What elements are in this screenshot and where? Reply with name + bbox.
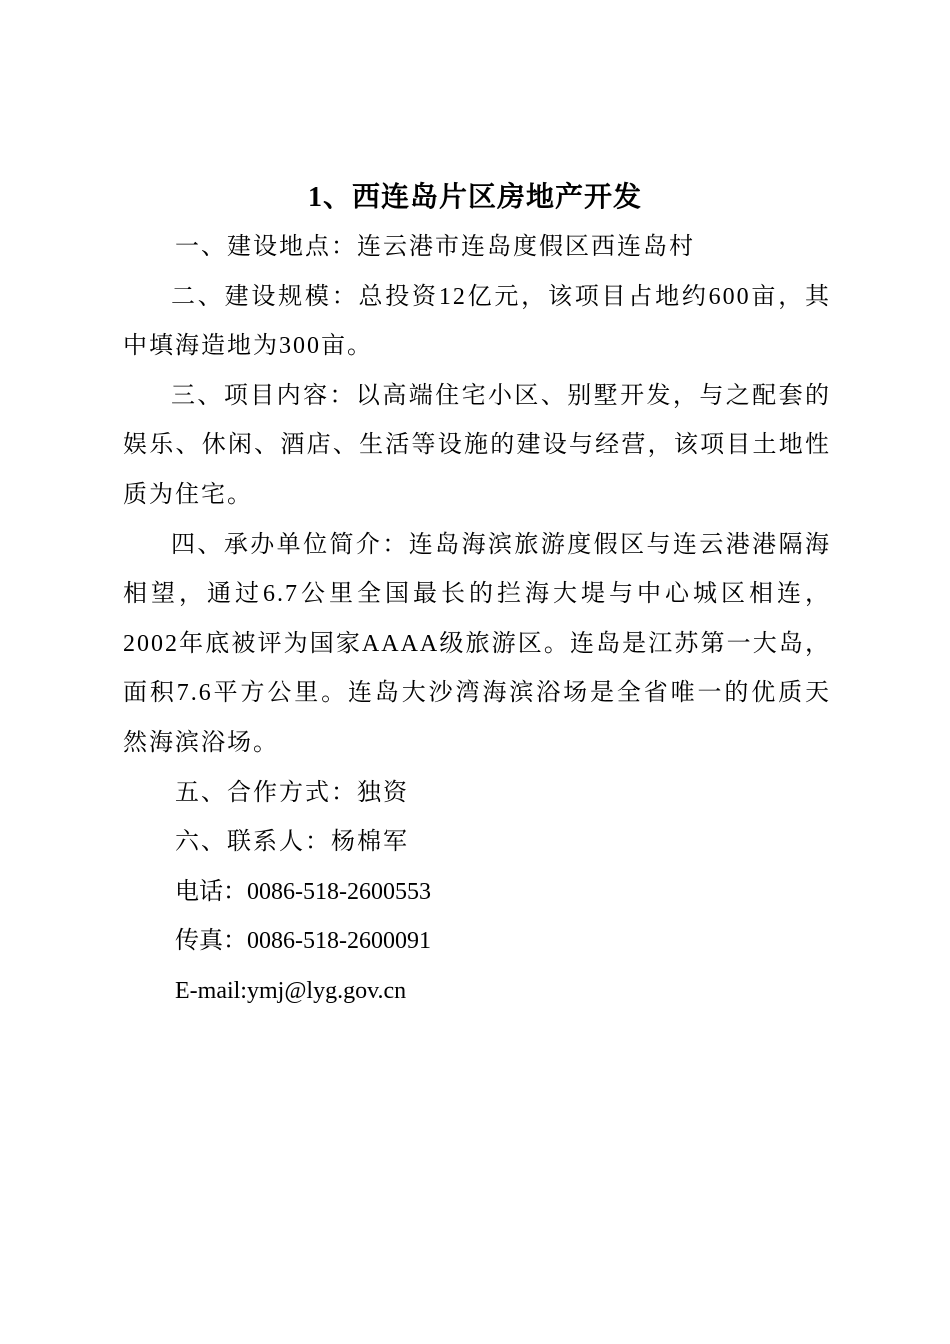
organizer-introduction: 四、承办单位简介：连岛海滨旅游度假区与连云港港隔海相望，通过6.7公里全国最长的拦海大堤与中心城区相连，2002年底被评为国家AAAA级旅游区。连岛是江苏第一大岛，面积7.6平方公里。连岛大沙湾海滨浴场是全省唯一的优质天然海滨浴场。: [123, 531, 831, 756]
email-address[interactable]: E-mail:ymj@lyg.gov.cn: [175, 977, 407, 1004]
construction-scale: 二、建设规模：总投资12亿元，该项目占地约600亩，其中填海造地为300亩。: [123, 283, 831, 360]
fax-number: 传真：0086-518-2600091: [175, 928, 431, 955]
project-content: 三、项目内容：以高端住宅小区、别墅开发，与之配套的娱乐、休闲、酒店、生活等设施的建设与经营，该项目土地性质为住宅。: [123, 382, 831, 508]
document-body: [123, 223, 831, 1017]
construction-location: 一、建设地点：连云港市连岛度假区西连岛村: [175, 234, 695, 260]
phone-number: 电话：0086-518-2600553: [175, 878, 431, 905]
contact-person: 六、联系人：杨棉军: [175, 829, 409, 856]
document-title: 1、西连岛片区房地产开发: [307, 182, 642, 213]
cooperation-method: 五、合作方式：独资: [175, 779, 409, 806]
